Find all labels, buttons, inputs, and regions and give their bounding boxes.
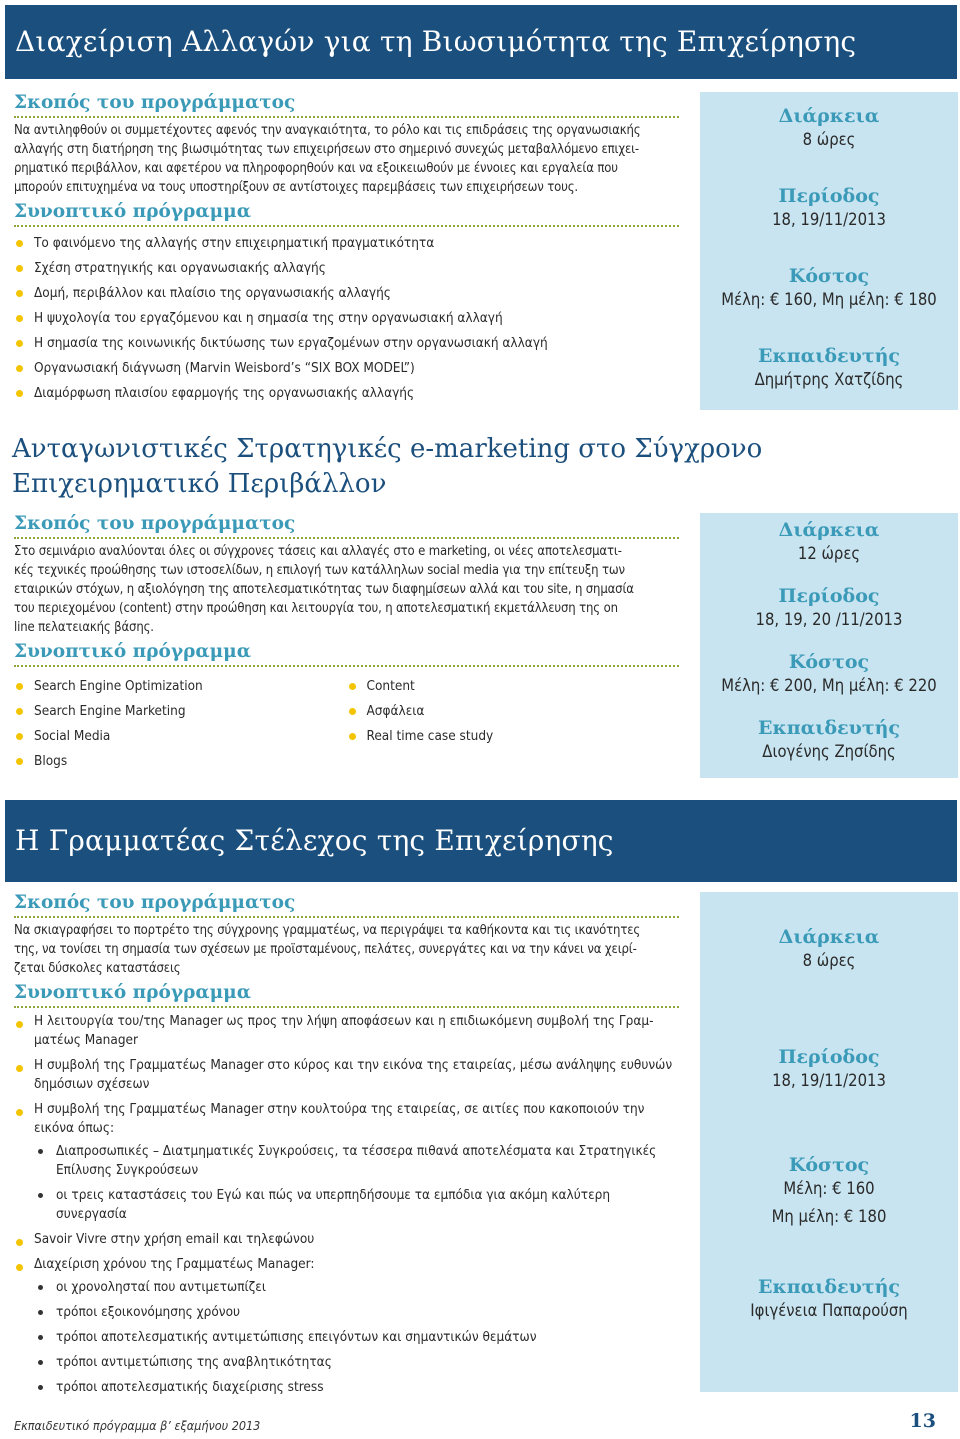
list-item: Δομή, περιβάλλον και πλαίσιο της οργανωσιακής αλλαγής [14, 281, 679, 306]
list-item: Search Engine Marketing [14, 699, 347, 724]
section3-purpose-line: ζεται δύσκολες καταστάσεις [14, 961, 181, 976]
section3-program-list-cont [14, 1230, 679, 1274]
section2-program-list-2 [347, 674, 680, 774]
period-value: 18, 19/11/2013 [772, 210, 886, 229]
section1-purpose-line: Να αντιληφθούν οι συμμετέχοντες αφενός την αναγκαιότητα, το ρόλο και τις επιδράσεις της οργανωσιακής [14, 123, 641, 138]
list-item: Ασφάλεια [347, 699, 680, 724]
section1-purpose-line: μπορούν επιτυχημένα να τους υποστηρίξουν σε αντίστοιχες παρεμβάσεις των επιχειρήσεων τους. [14, 180, 578, 195]
cost-label: Κόστος [788, 1154, 870, 1176]
section3-program-list [14, 1012, 679, 1138]
sub-list-item: οι τρεις καταστάσεις του Εγώ και πώς να υπερπηδήσουμε τα εμπόδια για ακόμη καλύτερη συνεργασία [14, 1186, 679, 1224]
section2-purpose-line: του περιεχομένου (content) στην προώθηση και λειτουργία του, η αποτελεσματική εκμετάλλευση της on [14, 601, 618, 616]
section3-purpose-line: της, να τονίσει τη σημασία των σχέσεων με προϊσταμένους, πελάτες, συνεργάτες και να την κάνει να χειρί- [14, 942, 637, 957]
section2-title-line2: Επιχειρηματικό Περιβάλλον [12, 469, 387, 499]
section3-sidebar [700, 892, 958, 1392]
section2-purpose-heading: Σκοπός του προγράμματος [14, 513, 679, 539]
trainer-value: Δημήτρης Χατζίδης [754, 370, 904, 389]
trainer-label: Εκπαιδευτής [757, 345, 901, 367]
section3-title: Η Γραμματέας Στέλεχος της Επιχείρησης [15, 824, 614, 857]
section2-title [12, 432, 952, 502]
list-item: Real time case study [347, 724, 680, 749]
section3-content [14, 892, 679, 1403]
sub-list-item: τρόποι αποτελεσματικής αντιμετώπισης επειγόντων και σημαντικών θεμάτων [14, 1328, 679, 1347]
section2-program-columns [14, 670, 679, 774]
trainer-value: Διογένης Ζησίδης [762, 742, 896, 761]
list-item: Η ψυχολογία του εργαζόμενου και η σημασία της στην οργανωσιακή αλλαγή [14, 306, 679, 331]
list-item: Savoir Vivre στην χρήση email και τηλεφώνου [14, 1230, 679, 1249]
sub-list-item: τρόποι αποτελεσματικής διαχείρισης stress [14, 1378, 679, 1397]
cost-value: Μέλη: € 200, Μη μέλη: € 220 [721, 676, 937, 695]
section3-sublist-time [14, 1278, 679, 1397]
list-item: Διαχείριση χρόνου της Γραμματέως Manager: [14, 1255, 679, 1274]
period-value: 18, 19/11/2013 [772, 1071, 886, 1090]
section1-content [14, 92, 679, 406]
list-item: Blogs [14, 749, 347, 774]
section2-purpose-line: εταιρικών στόχων, η αξιολόγηση της αποτελεσματικότητας των διαφημίσεων αλλά και του site, η σημασία [14, 582, 634, 597]
section1-purpose-line: αλλαγής στη διατήρηση της βιωσιμότητας των επιχειρήσεων στο σημερινό συνεχώς μεταβαλλόμενο επιχει- [14, 142, 639, 157]
sub-list-item: τρόποι εξοικονόμησης χρόνου [14, 1303, 679, 1322]
sub-list-item: τρόποι αντιμετώπισης της αναβλητικότητας [14, 1353, 679, 1372]
trainer-value: Ιφιγένεια Παπαρούση [750, 1301, 908, 1320]
period-label: Περίοδος [778, 185, 880, 207]
section3-sublist-conflicts [14, 1142, 679, 1224]
section3-purpose-line: Να σκιαγραφήσει το πορτρέτο της σύγχρονης γραμματέως, να περιγράψει τα καθήκοντα και τις ικανότητες [14, 923, 641, 938]
section3-purpose-heading: Σκοπός του προγράμματος [14, 892, 679, 918]
cost-value: Μέλη: € 160, Μη μέλη: € 180 [721, 290, 937, 309]
list-item: Content [347, 674, 680, 699]
list-item: Οργανωσιακή διάγνωση (Marvin Weisbord’s “SIX BOX MODEL”) [14, 356, 679, 381]
section2-sidebar [700, 513, 958, 778]
list-item: Search Engine Optimization [14, 674, 347, 699]
section1-program-list [14, 231, 679, 406]
section3-banner [5, 800, 957, 882]
list-item: Η σημασία της κοινωνικής δικτύωσης των εργαζομένων στην οργανωσιακή αλλαγή [14, 331, 679, 356]
page-number: 13 [909, 1410, 936, 1432]
list-item: Η συμβολή της Γραμματέως Manager στο κύρος και την εικόνα της εταιρείας, μέσω ανάληψης ευθυνών δημόσιων σχέσεων [14, 1056, 679, 1094]
section2-purpose-line: line πελατειακής βάσης. [14, 620, 154, 635]
section2-program-list-1 [14, 674, 347, 774]
duration-label: Διάρκεια [778, 926, 880, 948]
duration-value: 8 ώρες [802, 951, 856, 970]
period-value: 18, 19, 20 /11/2013 [755, 610, 903, 629]
section2-content [14, 513, 679, 774]
list-item: Η λειτουργία του/της Manager ως προς την λήψη αποφάσεων και η επιδιωκόμενη συμβολή της Γραμ-ματέως Manager [14, 1012, 679, 1050]
cost-value-members: Μέλη: € 160 [783, 1179, 875, 1198]
section2-purpose-line: Στο σεμινάριο αναλύονται όλες οι σύγχρονες τάσεις και αλλαγές στο e marketing, οι νέες αποτελεσματι- [14, 544, 622, 559]
section2-purpose-line: κές τεχνικές προώθησης των ιστοσελίδων, η επιλογή των κατάλληλων social media για την επίτευξη των [14, 563, 625, 578]
section1-program-heading: Συνοπτικό πρόγραμμα [14, 201, 679, 227]
duration-label: Διάρκεια [778, 519, 880, 541]
section2-title-line1: Ανταγωνιστικές Στρατηγικές e-marketing στο Σύγχρονο [12, 434, 763, 464]
list-item: Social Media [14, 724, 347, 749]
sub-list-item: οι χρονολησταί που αντιμετωπίζει [14, 1278, 679, 1297]
section3-program-heading: Συνοπτικό πρόγραμμα [14, 982, 679, 1008]
list-item-text: Η συμβολή της Γραμματέως Manager στην κουλτούρα της εταιρείας, σε αιτίες που κακοποιούν την εικόνα όπως: [34, 1101, 645, 1136]
cost-label: Κόστος [788, 651, 870, 673]
trainer-label: Εκπαιδευτής [757, 1276, 901, 1298]
cost-label: Κόστος [788, 265, 870, 287]
duration-value: 12 ώρες [797, 544, 861, 563]
section2-program-heading: Συνοπτικό πρόγραμμα [14, 641, 679, 667]
period-label: Περίοδος [778, 585, 880, 607]
duration-value: 8 ώρες [802, 130, 856, 149]
period-label: Περίοδος [778, 1046, 880, 1068]
footer-text: Εκπαιδευτικό πρόγραμμα β’ εξαμήνου 2013 [14, 1418, 261, 1433]
trainer-label: Εκπαιδευτής [757, 717, 901, 739]
list-item: Διαμόρφωση πλαισίου εφαρμογής της οργανωσιακής αλλαγής [14, 381, 679, 406]
section1-sidebar [700, 92, 958, 410]
list-item [14, 1100, 679, 1138]
section1-banner [5, 5, 957, 79]
cost-value-nonmembers: Μη μέλη: € 180 [771, 1207, 887, 1226]
section1-purpose-heading: Σκοπός του προγράμματος [14, 92, 679, 118]
sub-list-item: Διαπροσωπικές – Διατμηματικές Συγκρούσεις, τα τέσσερα πιθανά αποτελέσματα και Στρατηγικές Επίλυσης Συγκρούσεων [14, 1142, 679, 1180]
duration-label: Διάρκεια [778, 105, 880, 127]
section1-title: Διαχείριση Αλλαγών για τη Βιωσιμότητα της Επιχείρησης [15, 25, 857, 58]
list-item: Σχέση στρατηγικής και οργανωσιακής αλλαγής [14, 256, 679, 281]
list-item: Το φαινόμενο της αλλαγής στην επιχειρηματική πραγματικότητα [14, 231, 679, 256]
section1-purpose-line: ρηματικό περιβάλλον, και αφετέρου να πληροφορηθούν και να εξοικειωθούν με έννοιες και εργαλεία που [14, 161, 618, 176]
